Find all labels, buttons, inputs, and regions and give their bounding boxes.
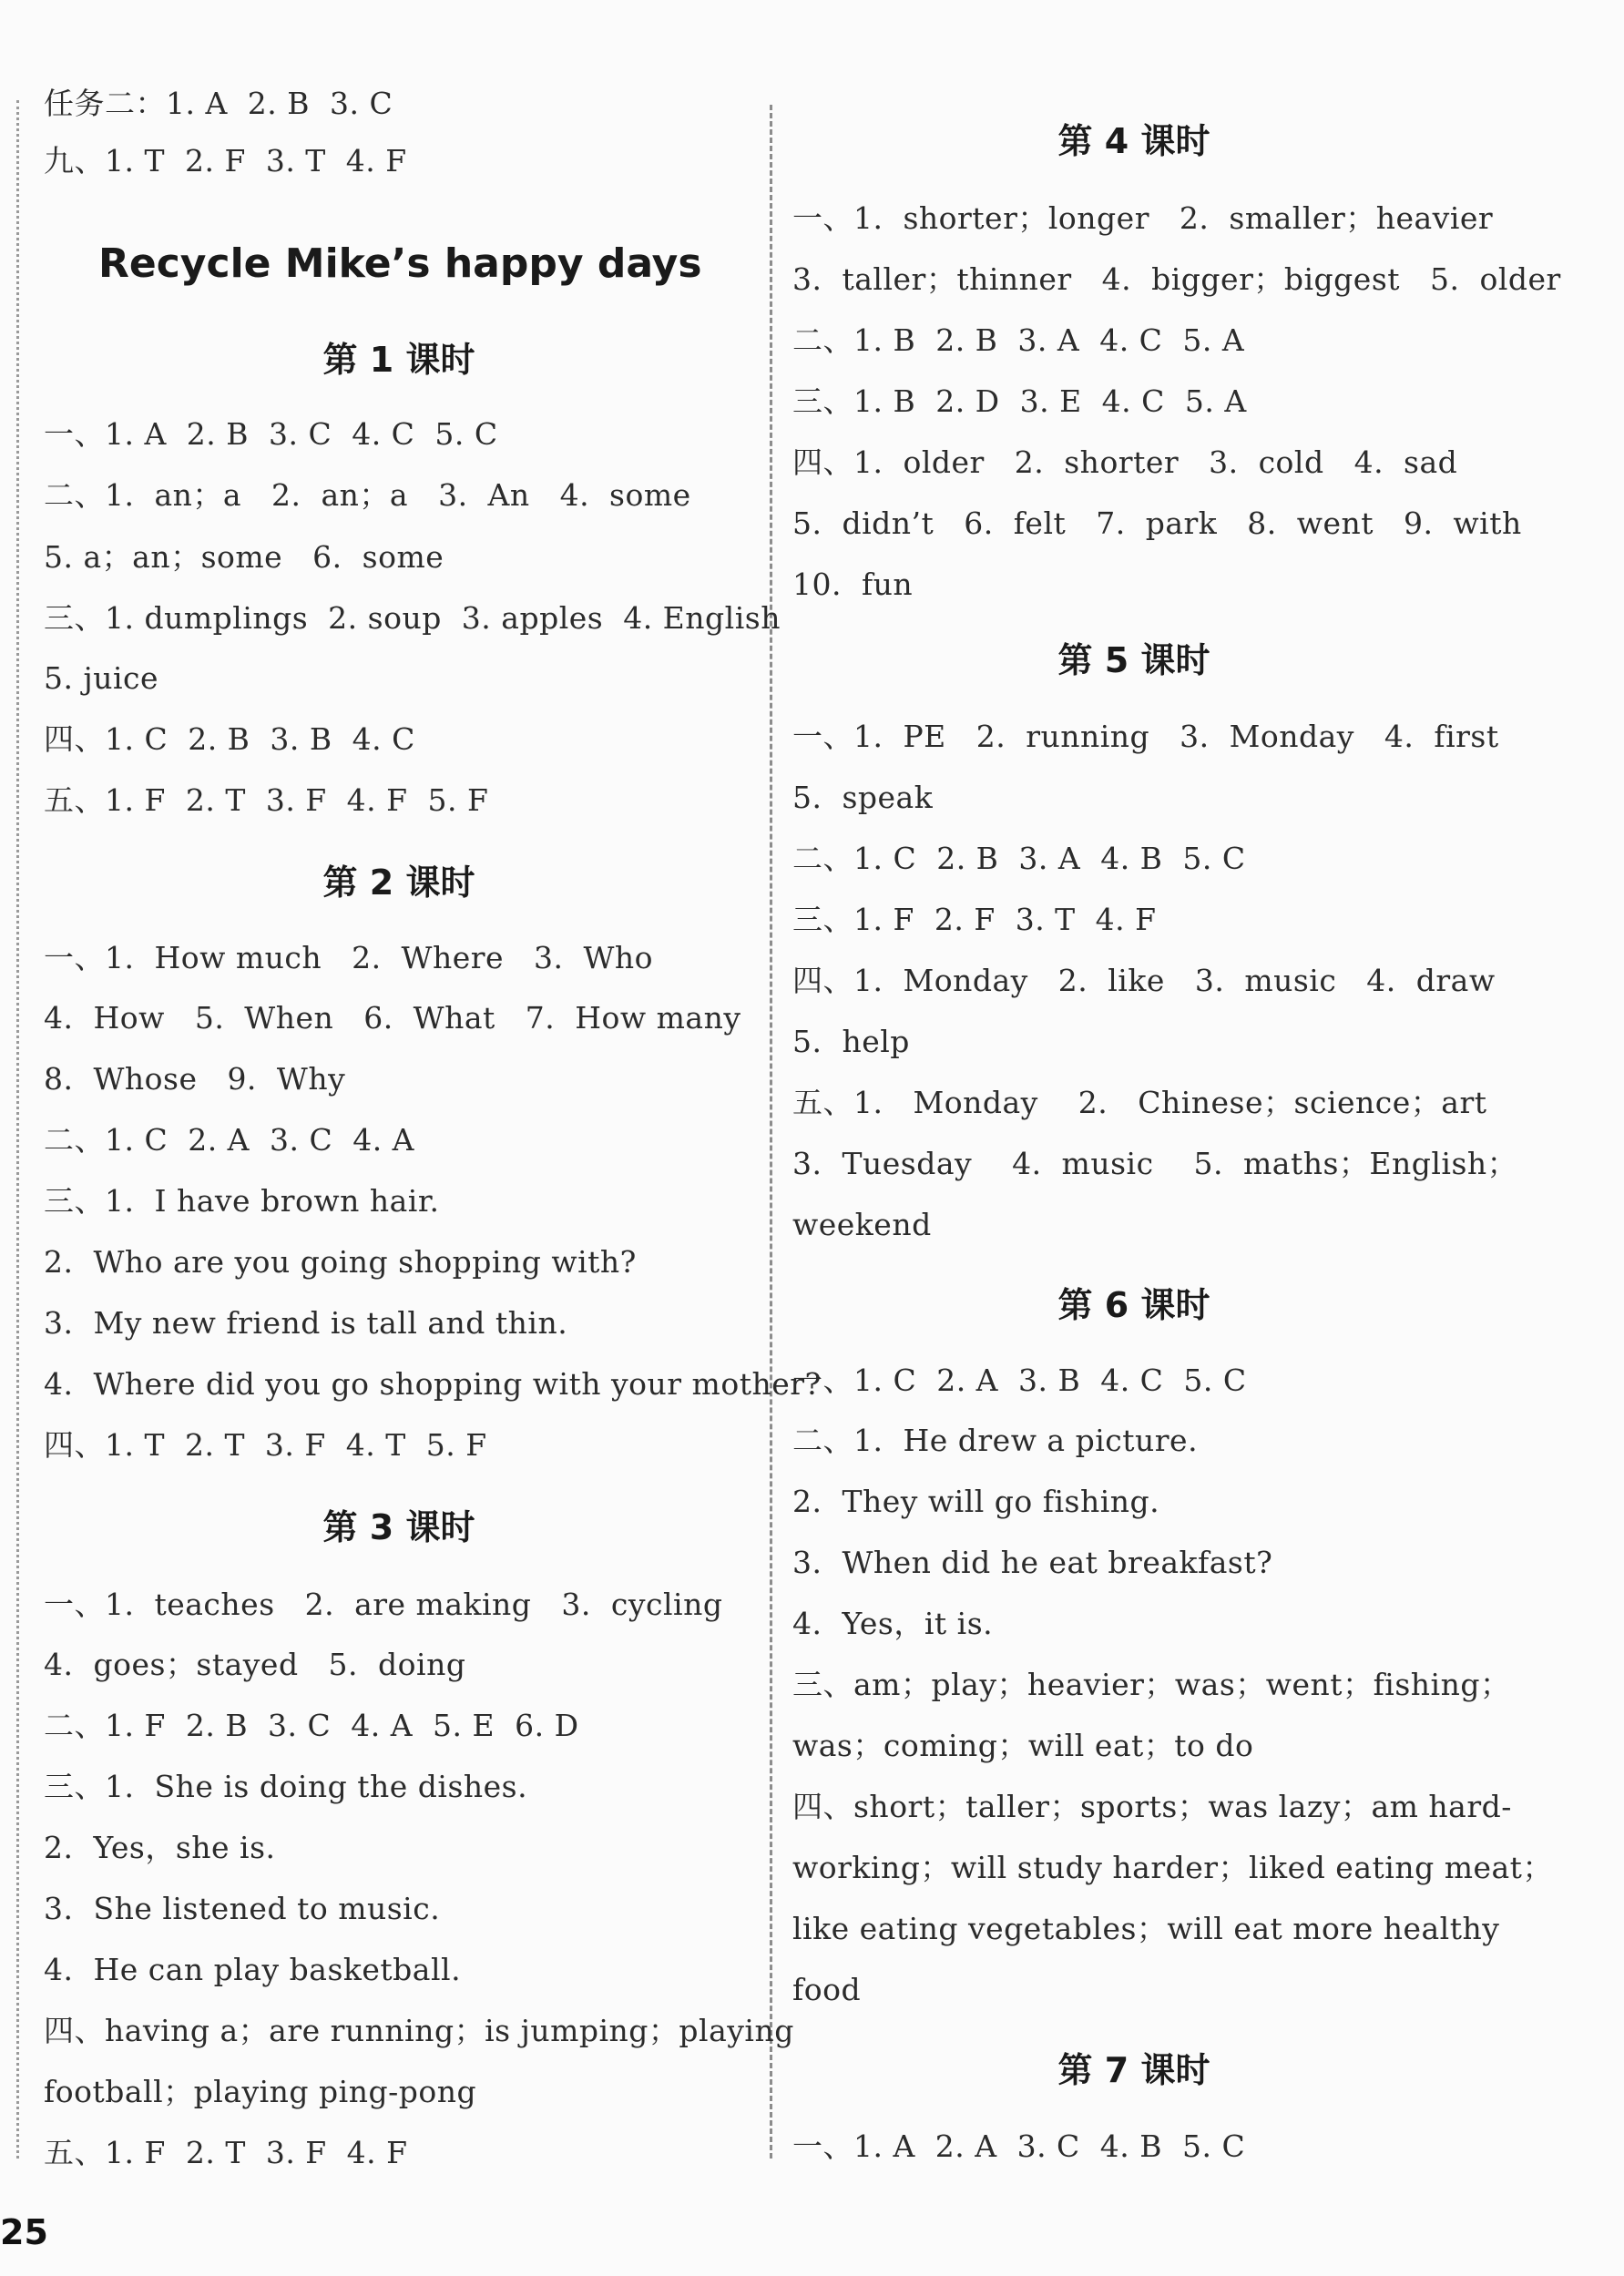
answer-line: was；coming；will eat；to do [792, 1728, 1254, 1763]
answer-line: 一、1. C 2. A 3. B 4. C 5. C [792, 1363, 1247, 1398]
answer-line: working；will study harder；liked eating meat； [792, 1850, 1553, 1885]
answer-line: 一、1. A 2. A 3. C 4. B 5. C [792, 2128, 1246, 2164]
answer-line: 五、1. F 2. T 3. F 4. F 5. F [44, 782, 489, 818]
binding-dotted-line [16, 100, 19, 2159]
answer-line: 二、1. an；a 2. an；a 3. An 4. some [44, 477, 691, 513]
page-number: 25 [0, 2212, 48, 2252]
answer-line: 四、short；taller；sports；was lazy；am hard- [792, 1789, 1512, 1824]
answer-line: 5. speak [792, 780, 934, 815]
answer-line: 三、1. She is doing the dishes. [44, 1769, 528, 1804]
answer-line: 5. help [792, 1024, 910, 1059]
answer-line: 3. Tuesday 4. music 5. maths；English； [792, 1146, 1518, 1181]
answer-line: 2. Who are you going shopping with? [44, 1244, 637, 1280]
answer-line: 三、1. dumplings 2. soup 3. apples 4. English [44, 600, 781, 636]
answer-line: 3. My new friend is tall and thin. [44, 1305, 568, 1341]
answer-line: 三、1. B 2. D 3. E 4. C 5. A [792, 383, 1247, 419]
answer-line: 4. He can play basketball. [44, 1952, 462, 1987]
answer-line: 5. didn’t 6. felt 7. park 8. went 9. with [792, 505, 1522, 541]
answer-line: 任务二：1. A 2. B 3. C [44, 86, 393, 121]
answer-line: 五、1. Monday 2. Chinese；science；art [792, 1085, 1487, 1120]
answer-line: 三、1. I have brown hair. [44, 1183, 440, 1219]
answer-line: 3. She listened to music. [44, 1891, 441, 1926]
answer-line: food [792, 1972, 862, 2007]
answer-line: weekend [792, 1207, 932, 1242]
answer-line: 二、1. B 2. B 3. A 4. C 5. A [792, 322, 1245, 358]
lesson-heading: 第 7 课时 [1057, 2050, 1210, 2090]
answer-line: 二、1. F 2. B 3. C 4. A 5. E 6. D [44, 1708, 579, 1743]
answer-line: 一、1. How much 2. Where 3. Who [44, 940, 654, 975]
answer-line: 四、having a；are running；is jumping；playing [44, 2013, 794, 2048]
answer-line: 4. Where did you go shopping with your mother? [44, 1366, 822, 1402]
answer-line: 四、1. Monday 2. like 3. music 4. draw [792, 963, 1496, 998]
lesson-heading: 第 1 课时 [322, 340, 475, 380]
answer-line: 四、1. older 2. shorter 3. cold 4. sad [792, 444, 1458, 480]
answer-line: 五、1. F 2. T 3. F 4. F [44, 2135, 408, 2170]
unit-title: Recycle Mike’s happy days [98, 240, 702, 287]
answer-line: 三、am；play；heavier；was；went；fishing； [792, 1667, 1511, 1702]
answer-line: 三、1. F 2. F 3. T 4. F [792, 902, 1157, 937]
answer-line: 4. goes；stayed 5. doing [44, 1647, 466, 1682]
answer-line: 5. a；an；some 6. some [44, 539, 444, 575]
column-divider [770, 105, 772, 2159]
answer-line: 一、1. teaches 2. are making 3. cycling [44, 1587, 723, 1622]
answer-line: 10. fun [792, 566, 914, 602]
answer-line: 8. Whose 9. Why [44, 1061, 346, 1097]
answer-line: 一、1. A 2. B 3. C 4. C 5. C [44, 416, 498, 452]
lesson-heading: 第 2 课时 [322, 862, 475, 903]
answer-line: 二、1. He drew a picture. [792, 1423, 1199, 1458]
answer-line: 5. juice [44, 660, 159, 696]
answer-line: 一、1. shorter；longer 2. smaller；heavier [792, 200, 1494, 236]
lesson-heading: 第 6 课时 [1057, 1285, 1210, 1325]
lesson-heading: 第 3 课时 [322, 1507, 475, 1547]
lesson-heading: 第 4 课时 [1057, 121, 1210, 161]
answer-line: football；playing ping-pong [44, 2074, 477, 2109]
answer-line: 四、1. T 2. T 3. F 4. T 5. F [44, 1427, 487, 1463]
answer-line: 四、1. C 2. B 3. B 4. C [44, 721, 415, 757]
answer-line: 3. When did he eat breakfast? [792, 1545, 1273, 1580]
lesson-heading: 第 5 课时 [1057, 640, 1210, 680]
answer-line: 3. taller；thinner 4. bigger；biggest 5. older [792, 261, 1561, 297]
answer-line: like eating vegetables；will eat more healthy [792, 1911, 1500, 1946]
answer-line: 2. Yes，she is. [44, 1830, 276, 1865]
answer-line: 二、1. C 2. A 3. C 4. A [44, 1122, 415, 1158]
answer-line: 二、1. C 2. B 3. A 4. B 5. C [792, 841, 1246, 876]
answer-line: 2. They will go fishing. [792, 1484, 1160, 1519]
answer-line: 4. Yes，it is. [792, 1606, 994, 1641]
answer-line: 一、1. PE 2. running 3. Monday 4. first [792, 719, 1499, 754]
answer-line: 九、1. T 2. F 3. T 4. F [44, 143, 407, 179]
answer-line: 4. How 5. When 6. What 7. How many [44, 1000, 741, 1036]
